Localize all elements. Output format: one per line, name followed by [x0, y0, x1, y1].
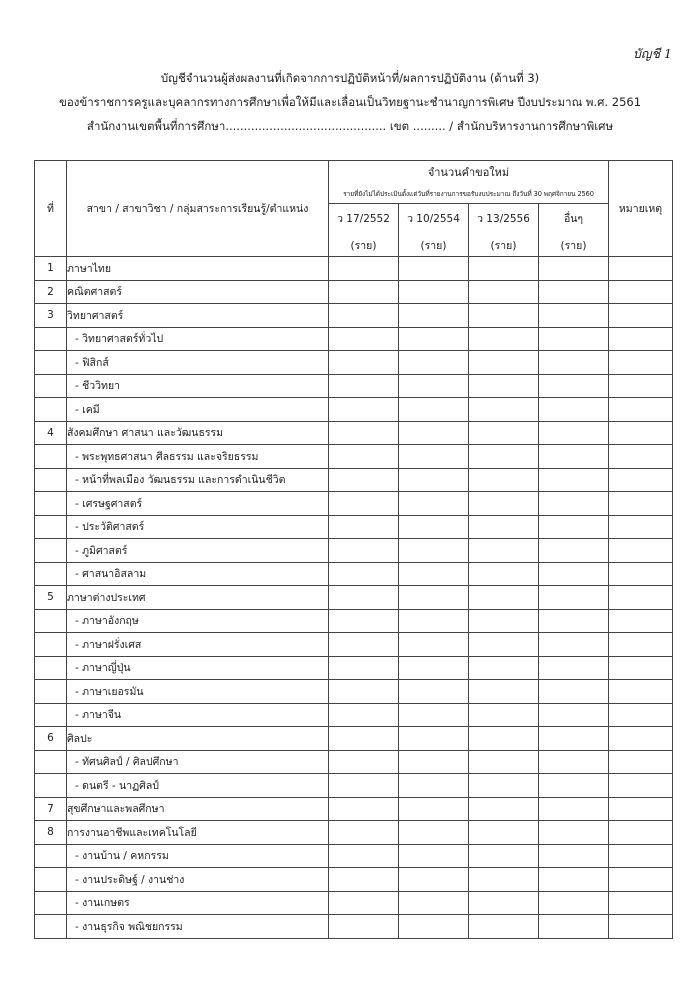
table-row: [35, 515, 673, 539]
table-row: [35, 703, 673, 727]
count-cell[interactable]: [539, 398, 609, 422]
count-cell[interactable]: [329, 374, 399, 398]
row-number: [35, 445, 67, 469]
row-number: [35, 703, 67, 727]
subject-subitem: - ภาษาฝรั่งเศส: [67, 633, 329, 657]
count-cell[interactable]: [399, 421, 469, 445]
group-header-subtitle: รายที่ยังไม่ได้ประเมินตั้งแต่วันที่รายงานการขอรับงบประมาณ ถึงวันที่ 30 พฤศจิกายน 2560: [329, 183, 609, 204]
row-number: 8: [35, 821, 67, 845]
remark-cell[interactable]: [609, 680, 673, 704]
table-row: [35, 468, 673, 492]
remark-cell[interactable]: [609, 727, 673, 751]
subject-subitem: - ภูมิศาสตร์: [67, 539, 329, 563]
remark-cell[interactable]: [609, 750, 673, 774]
row-number: [35, 774, 67, 798]
count-cell[interactable]: [329, 304, 399, 328]
row-number: [35, 891, 67, 915]
table-row: [35, 304, 673, 328]
subject-item: สังคมศึกษา ศาสนา และวัฒนธรรม: [67, 421, 329, 445]
remark-cell[interactable]: [609, 468, 673, 492]
table-row: [35, 656, 673, 680]
count-cell[interactable]: [399, 797, 469, 821]
count-cell[interactable]: [539, 445, 609, 469]
count-cell[interactable]: [539, 562, 609, 586]
count-cell[interactable]: [399, 304, 469, 328]
count-cell[interactable]: [329, 680, 399, 704]
subject-subitem: - งานประดิษฐ์ / งานช่าง: [67, 868, 329, 892]
count-cell[interactable]: [539, 633, 609, 657]
remark-cell[interactable]: [609, 515, 673, 539]
table-row: [35, 374, 673, 398]
row-number: [35, 656, 67, 680]
row-number: [35, 915, 67, 939]
remark-cell[interactable]: [609, 844, 673, 868]
count-cell[interactable]: [539, 609, 609, 633]
count-cell[interactable]: [329, 868, 399, 892]
count-cell[interactable]: [399, 844, 469, 868]
subject-subitem: - ภาษาจีน: [67, 703, 329, 727]
count-cell[interactable]: [329, 468, 399, 492]
count-cell[interactable]: [329, 915, 399, 939]
count-cell[interactable]: [329, 515, 399, 539]
table-row: [35, 797, 673, 821]
subcol-header: ว 17/2552 (ราย): [329, 204, 399, 257]
subject-item: การงานอาชีพและเทคโนโลยี: [67, 821, 329, 845]
subject-subitem: - ฟิสิกส์: [67, 351, 329, 375]
count-cell[interactable]: [399, 468, 469, 492]
remark-cell[interactable]: [609, 304, 673, 328]
remark-cell[interactable]: [609, 891, 673, 915]
count-cell[interactable]: [469, 844, 539, 868]
count-cell[interactable]: [539, 680, 609, 704]
count-cell[interactable]: [329, 633, 399, 657]
row-number: [35, 398, 67, 422]
remark-cell[interactable]: [609, 351, 673, 375]
count-cell[interactable]: [399, 915, 469, 939]
count-cell[interactable]: [469, 468, 539, 492]
group-header-title: จำนวนคำขอใหม่: [329, 161, 609, 184]
count-cell[interactable]: [539, 421, 609, 445]
remark-cell[interactable]: [609, 492, 673, 516]
document-subtitle: ของข้าราชการครูและบุคลากรทางการศึกษาเพื่อให้มีและเลื่อนเป็นวิทยฐานะชำนาญการพิเศษ ปีงบประมาณ พ.ศ. 2561: [58, 95, 642, 109]
table-row: [35, 774, 673, 798]
row-number: [35, 492, 67, 516]
count-cell[interactable]: [329, 421, 399, 445]
subcol-header: ว 13/2556 (ราย): [469, 204, 539, 257]
count-cell[interactable]: [399, 492, 469, 516]
count-cell[interactable]: [469, 680, 539, 704]
row-number: [35, 351, 67, 375]
table-row: [35, 868, 673, 892]
count-cell[interactable]: [399, 774, 469, 798]
count-cell[interactable]: [469, 727, 539, 751]
count-cell[interactable]: [539, 774, 609, 798]
count-cell[interactable]: [539, 492, 609, 516]
count-cell[interactable]: [539, 891, 609, 915]
row-number: [35, 868, 67, 892]
subject-subitem: - พระพุทธศาสนา ศีลธรรม และจริยธรรม: [67, 445, 329, 469]
count-cell[interactable]: [399, 539, 469, 563]
row-number: [35, 562, 67, 586]
count-cell[interactable]: [469, 374, 539, 398]
count-cell[interactable]: [539, 327, 609, 351]
count-cell[interactable]: [329, 609, 399, 633]
count-cell[interactable]: [469, 257, 539, 281]
count-cell[interactable]: [539, 797, 609, 821]
row-number: [35, 609, 67, 633]
count-cell[interactable]: [329, 656, 399, 680]
count-cell[interactable]: [539, 280, 609, 304]
table-row: [35, 844, 673, 868]
subcol-header: อื่นๆ (ราย): [539, 204, 609, 257]
count-cell[interactable]: [469, 586, 539, 610]
row-number: 1: [35, 257, 67, 281]
count-cell[interactable]: [469, 492, 539, 516]
subject-item: วิทยาศาสตร์: [67, 304, 329, 328]
count-cell[interactable]: [399, 515, 469, 539]
count-cell[interactable]: [539, 257, 609, 281]
count-cell[interactable]: [399, 868, 469, 892]
subject-item: ภาษาต่างประเทศ: [67, 586, 329, 610]
remark-cell[interactable]: [609, 280, 673, 304]
page-reference: บัญชี 1: [633, 46, 672, 61]
count-cell[interactable]: [329, 351, 399, 375]
table-row: [35, 727, 673, 751]
count-cell[interactable]: [399, 374, 469, 398]
count-cell[interactable]: [539, 586, 609, 610]
row-number: [35, 750, 67, 774]
row-number: [35, 633, 67, 657]
table-row: [35, 280, 673, 304]
col-header-no: ที่: [35, 161, 67, 257]
col-header-remark: หมายเหตุ: [609, 161, 673, 257]
count-cell[interactable]: [539, 750, 609, 774]
remark-cell[interactable]: [609, 374, 673, 398]
count-cell[interactable]: [539, 304, 609, 328]
count-cell[interactable]: [399, 680, 469, 704]
count-cell[interactable]: [329, 445, 399, 469]
remark-cell[interactable]: [609, 821, 673, 845]
count-cell[interactable]: [399, 586, 469, 610]
count-cell[interactable]: [329, 398, 399, 422]
count-cell[interactable]: [329, 750, 399, 774]
subject-subitem: - ภาษาเยอรมัน: [67, 680, 329, 704]
count-cell[interactable]: [469, 797, 539, 821]
count-cell[interactable]: [469, 868, 539, 892]
count-cell[interactable]: [329, 562, 399, 586]
table-row: [35, 539, 673, 563]
count-cell[interactable]: [469, 774, 539, 798]
remark-cell[interactable]: [609, 398, 673, 422]
table-row: [35, 351, 673, 375]
remark-cell[interactable]: [609, 539, 673, 563]
remark-cell[interactable]: [609, 797, 673, 821]
count-cell[interactable]: [539, 915, 609, 939]
count-cell[interactable]: [539, 703, 609, 727]
count-cell[interactable]: [399, 703, 469, 727]
count-cell[interactable]: [539, 468, 609, 492]
count-cell[interactable]: [469, 398, 539, 422]
table-row: [35, 445, 673, 469]
count-cell[interactable]: [329, 492, 399, 516]
count-cell[interactable]: [539, 351, 609, 375]
row-number: [35, 539, 67, 563]
count-cell[interactable]: [399, 727, 469, 751]
subject-subitem: - ประวัติศาสตร์: [67, 515, 329, 539]
subject-subitem: - เศรษฐศาสตร์: [67, 492, 329, 516]
row-number: [35, 374, 67, 398]
count-cell[interactable]: [329, 844, 399, 868]
count-cell[interactable]: [469, 750, 539, 774]
row-number: [35, 468, 67, 492]
remark-cell[interactable]: [609, 421, 673, 445]
count-cell[interactable]: [469, 891, 539, 915]
count-cell[interactable]: [399, 398, 469, 422]
table-body: [35, 257, 673, 939]
subject-subitem: - หน้าที่พลเมือง วัฒนธรรม และการดำเนินชีวิต: [67, 468, 329, 492]
row-number: 6: [35, 727, 67, 751]
count-cell[interactable]: [399, 351, 469, 375]
subject-item: ภาษาไทย: [67, 257, 329, 281]
count-cell[interactable]: [399, 656, 469, 680]
count-cell[interactable]: [399, 821, 469, 845]
subject-item: คณิตศาสตร์: [67, 280, 329, 304]
row-number: 7: [35, 797, 67, 821]
count-cell[interactable]: [469, 656, 539, 680]
count-cell[interactable]: [329, 774, 399, 798]
table-row: [35, 327, 673, 351]
count-cell[interactable]: [399, 750, 469, 774]
table-row: [35, 609, 673, 633]
remark-cell[interactable]: [609, 774, 673, 798]
remark-cell[interactable]: [609, 915, 673, 939]
count-cell[interactable]: [469, 421, 539, 445]
count-cell[interactable]: [469, 351, 539, 375]
count-cell[interactable]: [399, 891, 469, 915]
table-row: [35, 891, 673, 915]
count-cell[interactable]: [539, 821, 609, 845]
count-cell[interactable]: [539, 515, 609, 539]
remark-cell[interactable]: [609, 257, 673, 281]
table-row: [35, 680, 673, 704]
subject-subitem: - ชีววิทยา: [67, 374, 329, 398]
subject-subitem: - งานเกษตร: [67, 891, 329, 915]
subject-subitem: - ทัศนศิลป์ / ศิลปศึกษา: [67, 750, 329, 774]
count-cell[interactable]: [539, 727, 609, 751]
subject-subitem: - งานบ้าน / คหกรรม: [67, 844, 329, 868]
count-cell[interactable]: [399, 609, 469, 633]
count-cell[interactable]: [539, 844, 609, 868]
table-row: [35, 562, 673, 586]
row-number: 4: [35, 421, 67, 445]
count-cell[interactable]: [399, 562, 469, 586]
count-cell[interactable]: [329, 327, 399, 351]
count-cell[interactable]: [399, 280, 469, 304]
count-cell[interactable]: [469, 539, 539, 563]
count-cell[interactable]: [329, 891, 399, 915]
table-row: [35, 586, 673, 610]
count-cell[interactable]: [329, 280, 399, 304]
table-row: [35, 821, 673, 845]
count-cell[interactable]: [399, 257, 469, 281]
row-number: 5: [35, 586, 67, 610]
row-number: [35, 515, 67, 539]
subcol-header: ว 10/2554 (ราย): [399, 204, 469, 257]
row-number: [35, 327, 67, 351]
table-row: [35, 398, 673, 422]
col-header-subject: สาขา / สาขาวิชา / กลุ่มสาระการเรียนรู้/ตำแหน่ง: [67, 161, 329, 257]
count-cell[interactable]: [469, 821, 539, 845]
count-cell[interactable]: [329, 727, 399, 751]
count-cell[interactable]: [469, 327, 539, 351]
count-cell[interactable]: [469, 515, 539, 539]
count-cell[interactable]: [539, 868, 609, 892]
row-number: [35, 680, 67, 704]
subject-subitem: - เคมี: [67, 398, 329, 422]
remark-cell[interactable]: [609, 327, 673, 351]
remark-cell[interactable]: [609, 868, 673, 892]
count-cell[interactable]: [539, 539, 609, 563]
count-cell[interactable]: [469, 280, 539, 304]
count-cell[interactable]: [469, 915, 539, 939]
count-cell[interactable]: [329, 586, 399, 610]
row-number: 2: [35, 280, 67, 304]
count-cell[interactable]: [539, 656, 609, 680]
table-row: [35, 750, 673, 774]
request-count-table: [34, 160, 673, 939]
table-row: [35, 633, 673, 657]
count-cell[interactable]: [329, 257, 399, 281]
table-row: [35, 421, 673, 445]
table-row: [35, 492, 673, 516]
count-cell[interactable]: [469, 633, 539, 657]
remark-cell[interactable]: [609, 562, 673, 586]
count-cell[interactable]: [399, 633, 469, 657]
subject-subitem: - ดนตรี - นาฏศิลป์: [67, 774, 329, 798]
row-number: [35, 844, 67, 868]
remark-cell[interactable]: [609, 609, 673, 633]
document-title: บัญชีจำนวนผู้ส่งผลงานที่เกิดจากการปฏิบัติหน้าที่/ผลการปฏิบัติงาน (ด้านที่ 3): [160, 71, 540, 85]
row-number: 3: [35, 304, 67, 328]
count-cell[interactable]: [329, 821, 399, 845]
count-cell[interactable]: [329, 703, 399, 727]
subject-subitem: - ภาษาญี่ปุ่น: [67, 656, 329, 680]
count-cell[interactable]: [329, 797, 399, 821]
count-cell[interactable]: [399, 445, 469, 469]
count-cell[interactable]: [329, 539, 399, 563]
count-cell[interactable]: [469, 445, 539, 469]
remark-cell[interactable]: [609, 703, 673, 727]
count-cell[interactable]: [469, 562, 539, 586]
office-line: สำนักงานเขตพื้นที่การศึกษา............................................ เขต ......... / สำนักบริหารงานการศึกษาพิเศษ: [86, 119, 614, 133]
count-cell[interactable]: [539, 374, 609, 398]
count-cell[interactable]: [399, 327, 469, 351]
remark-cell[interactable]: [609, 586, 673, 610]
subject-subitem: - ภาษาอังกฤษ: [67, 609, 329, 633]
count-cell[interactable]: [469, 304, 539, 328]
subject-item: สุขศึกษาและพลศึกษา: [67, 797, 329, 821]
subject-subitem: - งานธุรกิจ พณิชยกรรม: [67, 915, 329, 939]
subject-subitem: - วิทยาศาสตร์ทั่วไป: [67, 327, 329, 351]
count-cell[interactable]: [469, 609, 539, 633]
subject-item: ศิลปะ: [67, 727, 329, 751]
table-row: [35, 915, 673, 939]
subject-subitem: - ศาสนาอิสลาม: [67, 562, 329, 586]
table-row: [35, 257, 673, 281]
remark-cell[interactable]: [609, 445, 673, 469]
count-cell[interactable]: [469, 703, 539, 727]
remark-cell[interactable]: [609, 656, 673, 680]
remark-cell[interactable]: [609, 633, 673, 657]
